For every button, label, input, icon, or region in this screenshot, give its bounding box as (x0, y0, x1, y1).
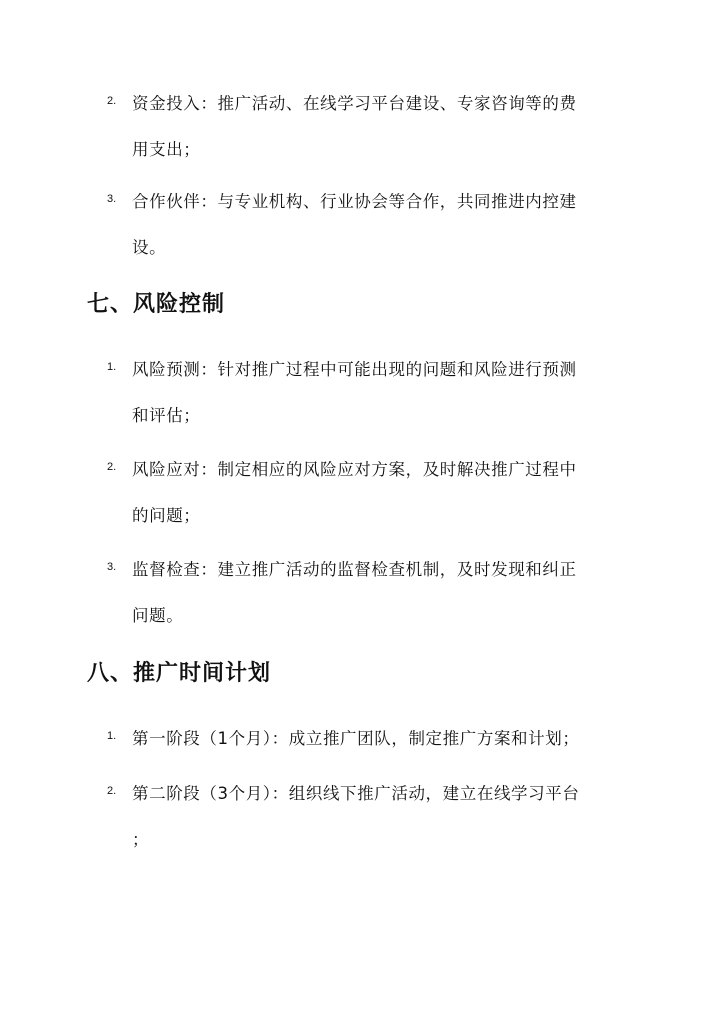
list-text-line: 风险预测：针对推广过程中可能出现的问题和风险进行预测 (132, 360, 577, 379)
list-number: 3. (107, 561, 117, 573)
list-text-line: 风险应对：制定相应的风险应对方案，及时解决推广过程中 (132, 460, 577, 479)
list-text-line: 问题。 (132, 606, 184, 625)
list-text-line: 的问题； (132, 506, 201, 525)
list-text-line: 用支出； (132, 140, 201, 159)
list-text-line: ； (132, 830, 150, 849)
list-text-line: 设。 (132, 238, 167, 257)
list-number: 1. (107, 730, 117, 742)
list-number: 2. (107, 461, 117, 473)
list-number: 2. (107, 785, 117, 797)
list-text-line: 合作伙伴：与专业机构、行业协会等合作，共同推进内控建 (132, 192, 577, 211)
list-number: 1. (107, 361, 117, 373)
section-heading: 八、推广时间计划 (87, 661, 272, 686)
list-text-line: 资金投入：推广活动、在线学习平台建设、专家咨询等的费 (132, 94, 577, 113)
list-text-line: 第一阶段（1个月）：成立推广团队，制定推广方案和计划； (132, 729, 580, 748)
section-heading: 七、风险控制 (87, 292, 226, 317)
list-number: 3. (107, 193, 117, 205)
list-number: 2. (107, 95, 117, 107)
list-text-line: 第二阶段（3个月）：组织线下推广活动，建立在线学习平台 (132, 784, 580, 803)
list-text-line: 和评估； (132, 406, 201, 425)
list-text-line: 监督检查：建立推广活动的监督检查机制，及时发现和纠正 (132, 560, 577, 579)
